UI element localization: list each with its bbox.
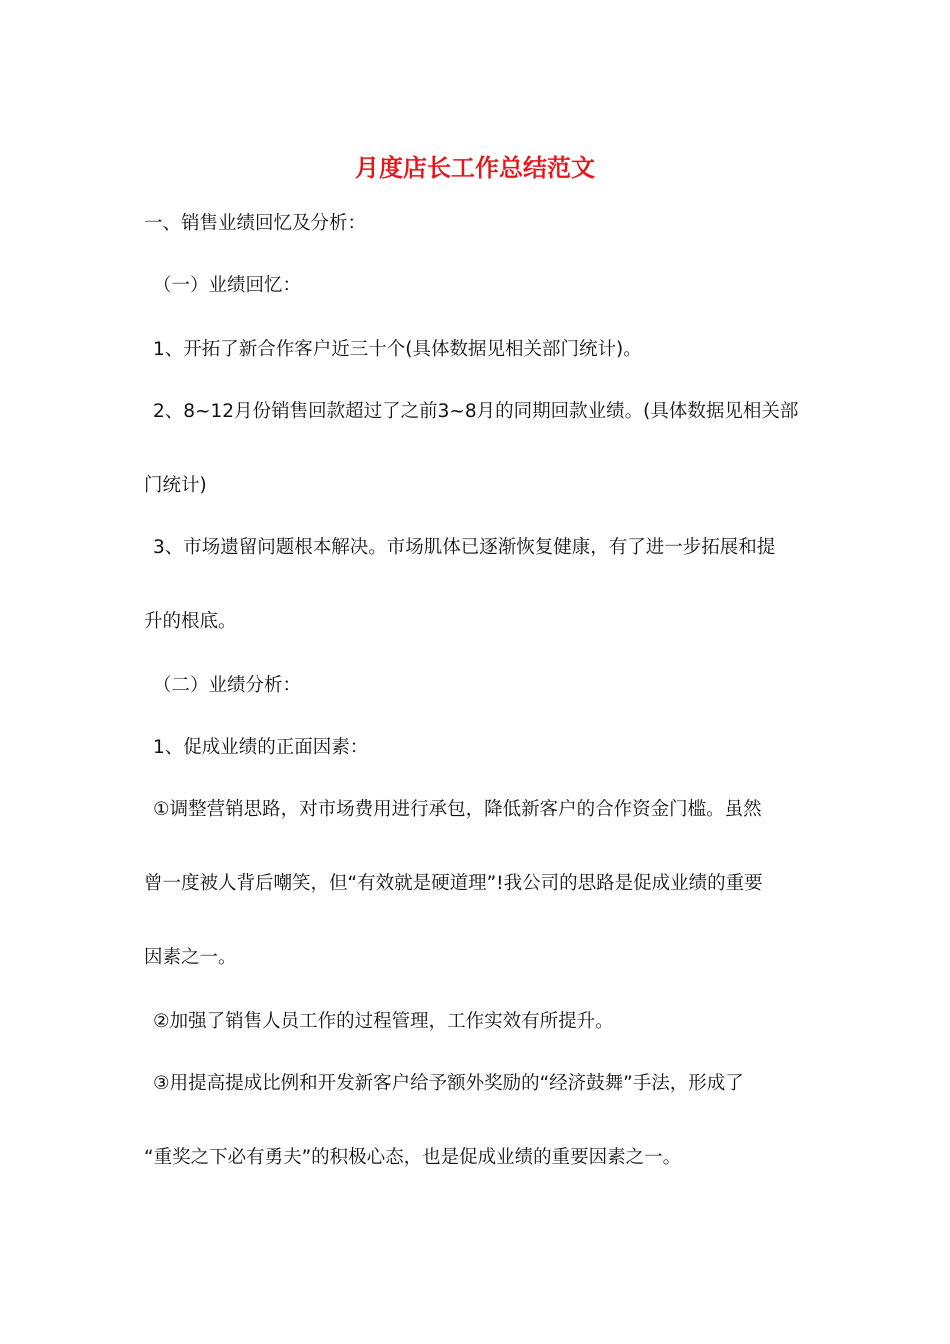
paragraph-factor-2: ②加强了销售人员工作的过程管理，工作实效有所提升。	[153, 1011, 614, 1032]
paragraph-factor-1-line-1: ①调整营销思路，对市场费用进行承包，降低新客户的合作资金门槛。虽然	[153, 799, 762, 820]
paragraph-factor-1-line-3: 因素之一。	[144, 947, 237, 968]
paragraph-factor-3-line-2: “重奖之下必有勇夫”的积极心态，也是促成业绩的重要因素之一。	[144, 1147, 682, 1168]
paragraph-positive-factors: 1、促成业绩的正面因素：	[153, 737, 369, 758]
paragraph-item-1: 1、开拓了新合作客户近三十个(具体数据见相关部门统计)。	[153, 339, 642, 360]
paragraph-factor-3-line-1: ③用提高提成比例和开发新客户给予额外奖励的“经济鼓舞”手法，形成了	[153, 1073, 744, 1094]
paragraph-item-3-line-1: 3、市场遗留问题根本解决。市场肌体已逐渐恢复健康，有了进一步拓展和提	[153, 537, 776, 558]
section-heading-sales-review: 一、销售业绩回忆及分析：	[144, 213, 367, 234]
paragraph-item-2-line-2: 门统计)	[144, 475, 207, 496]
paragraph-item-3-line-2: 升的根底。	[144, 611, 237, 632]
paragraph-item-2-line-1: 2、8~12月份销售回款超过了之前3~8月的同期回款业绩。(具体数据见相关部	[153, 401, 799, 422]
paragraph-factor-1-line-2: 曾一度被人背后嘲笑，但“有效就是硬道理”!我公司的思路是促成业绩的重要	[144, 873, 763, 894]
subheading-performance-review: （一）业绩回忆：	[153, 275, 302, 296]
document-title: 月度店长工作总结范文	[355, 153, 595, 182]
subheading-performance-analysis: （二）业绩分析：	[153, 675, 302, 696]
